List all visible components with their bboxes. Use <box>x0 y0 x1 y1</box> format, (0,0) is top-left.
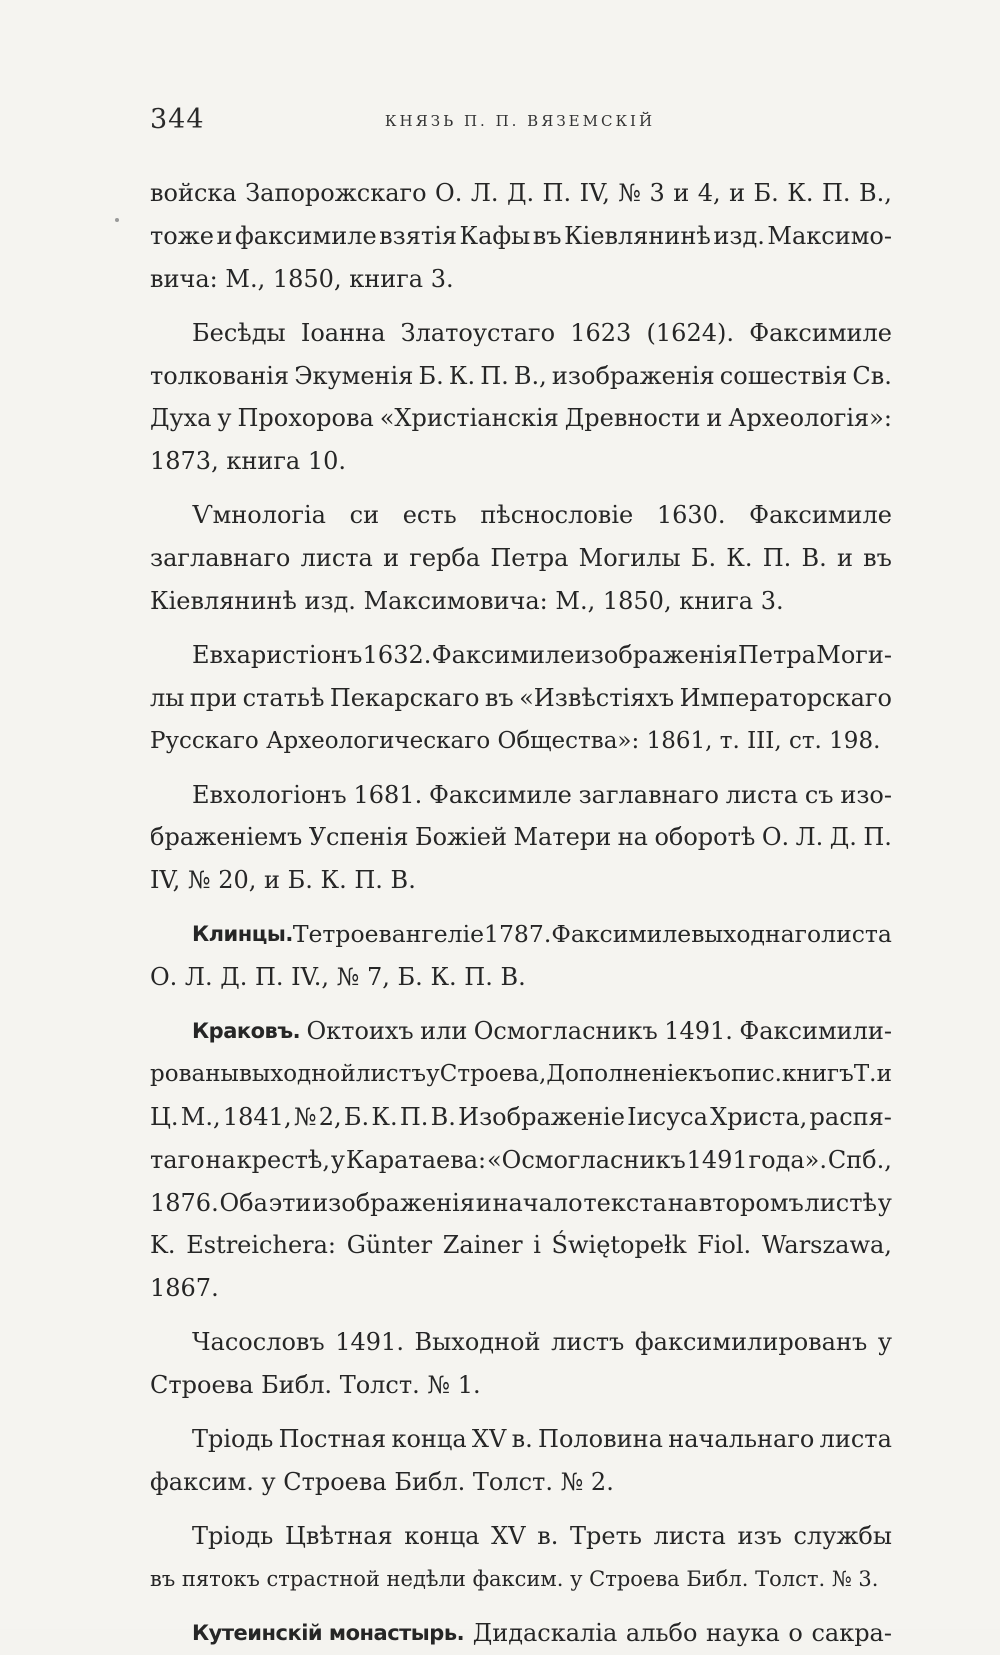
word: К. <box>371 1102 398 1131</box>
word: Л. <box>795 823 824 852</box>
word: Св. <box>852 361 892 390</box>
word: К. <box>726 544 753 573</box>
word: изображенія <box>574 640 738 669</box>
word: М., <box>180 1102 221 1131</box>
word: Факсимиле <box>749 318 892 347</box>
word: Тріодь <box>192 1425 274 1454</box>
word: у <box>877 1328 892 1357</box>
word: В., <box>858 179 892 207</box>
word: Духа <box>150 404 212 433</box>
text-line <box>150 580 892 623</box>
paragraph-gap <box>150 483 892 494</box>
word: герба <box>409 544 481 573</box>
place-heading: Краковъ. <box>192 1019 301 1044</box>
word: К. <box>448 361 476 390</box>
word: 1623 <box>570 318 632 347</box>
word: 1491. <box>335 1328 404 1357</box>
word: Факсимиле <box>749 501 892 530</box>
word: Прохорова <box>237 404 374 433</box>
word: XV <box>471 1425 507 1454</box>
word: или <box>420 1017 468 1046</box>
word: Златоустаго <box>400 318 556 347</box>
word: В. <box>430 1102 456 1131</box>
paragraph-gap <box>150 902 892 913</box>
word: i <box>533 1231 541 1260</box>
word: 1491. <box>664 1017 733 1046</box>
word: Христа, <box>710 1102 808 1131</box>
text-line <box>150 440 892 483</box>
word: листѣ <box>804 1188 877 1217</box>
word: 1787. <box>484 920 552 949</box>
text-line <box>150 634 892 677</box>
word: 1632. <box>362 640 432 669</box>
word: Факсимиле <box>431 640 575 669</box>
body-text <box>150 172 892 1655</box>
word: Пекарскаго <box>329 683 480 712</box>
word: сакра- <box>811 1618 892 1647</box>
word: Спб., <box>827 1145 892 1174</box>
text-line <box>150 1515 892 1558</box>
text-line <box>150 1612 892 1655</box>
paragraph-gap <box>150 301 892 312</box>
word: Б. <box>690 544 717 573</box>
word: Warszawa, <box>761 1231 892 1260</box>
word: в. <box>511 1425 533 1454</box>
word: и <box>836 544 853 573</box>
word: изд. <box>713 221 765 250</box>
word: Zainer <box>442 1231 523 1260</box>
word: войска <box>150 179 237 207</box>
word: Изображеніе <box>458 1102 625 1131</box>
word: Кіевлянинѣ <box>564 221 711 250</box>
word: Петра <box>490 544 569 573</box>
word: лы <box>150 683 185 712</box>
word: и <box>729 179 746 207</box>
word: и <box>876 1060 892 1087</box>
word: 1491 <box>686 1145 748 1174</box>
word: Świętopełk <box>551 1231 687 1260</box>
word: и <box>706 404 723 433</box>
word: и <box>216 221 233 250</box>
word: Дидаскаліа <box>472 1618 618 1647</box>
word: Моги- <box>816 640 892 669</box>
word: 1681. <box>353 780 423 809</box>
word: на <box>205 1145 236 1174</box>
word: второмъ <box>698 1188 804 1217</box>
word: заглавнаго <box>150 544 291 573</box>
word: Матери <box>513 823 612 852</box>
word: В. <box>801 544 827 573</box>
place-heading: Кутеинскій монастырь. <box>192 1620 465 1645</box>
line-text: 1867. <box>150 1274 219 1303</box>
word: Октоихъ <box>306 1017 414 1046</box>
word: Тріодь <box>192 1521 274 1550</box>
word: Строева, <box>439 1060 547 1087</box>
word: Максимо- <box>767 221 892 250</box>
word: выходнаго <box>691 920 822 949</box>
line-text: Русскаго Археологическаго Общества»: 1861, т. III, ст. 198. <box>150 727 881 754</box>
paragraph-gap <box>150 1407 892 1418</box>
word: Л. <box>470 179 499 207</box>
word: Günter <box>346 1231 433 1260</box>
word: Успенія <box>308 823 409 852</box>
word: взятія <box>379 221 458 250</box>
text-line <box>150 1053 892 1096</box>
word: Бесѣды <box>192 318 286 347</box>
word: Петра <box>737 640 816 669</box>
word: и <box>475 1188 492 1217</box>
word: выходной <box>238 1060 356 1087</box>
word: службы <box>793 1521 892 1550</box>
word: «Осмогласникъ <box>486 1145 686 1174</box>
paper-speck <box>115 218 119 222</box>
word: Цвѣтная <box>285 1521 393 1550</box>
word: изображенія <box>312 1188 475 1217</box>
text-line <box>150 397 892 440</box>
paragraph-gap <box>150 999 892 1010</box>
word: № <box>293 1102 317 1131</box>
word: о <box>788 1618 803 1647</box>
word: Дополненіе <box>546 1060 688 1087</box>
word: К. <box>787 179 814 207</box>
word: листа <box>821 920 892 949</box>
word: у <box>877 1188 892 1217</box>
page-header <box>150 104 890 144</box>
word: наука <box>706 1618 780 1647</box>
text-line <box>150 1418 892 1461</box>
word: Могилы <box>578 544 681 573</box>
word: въ <box>532 221 562 250</box>
text-line <box>150 355 892 398</box>
word: «Извѣстіяхъ <box>519 683 675 712</box>
word: в. <box>537 1521 559 1550</box>
word: Estreichera: <box>186 1231 337 1260</box>
word: съ <box>804 780 834 809</box>
word: альбо <box>625 1618 698 1647</box>
word: 1841, <box>222 1102 292 1131</box>
word: начальнаго <box>668 1425 815 1454</box>
word: у <box>217 404 232 433</box>
word: изъ <box>737 1521 782 1550</box>
line-text: О. Л. Д. П. IV., № 7, Б. К. П. В. <box>150 963 526 992</box>
word: листа <box>300 544 373 573</box>
word: 4, <box>697 179 721 207</box>
line-text: IV, № 20, и Б. К. П. В. <box>150 866 416 895</box>
word: листа <box>653 1521 726 1550</box>
word: Б. <box>418 361 444 390</box>
word: факсимилированъ <box>634 1328 868 1357</box>
text-line <box>150 1321 892 1364</box>
line-text: Кіевлянинѣ изд. Максимовича: М., 1850, книга 3. <box>150 587 784 616</box>
word: Евхаристіонъ <box>192 640 363 669</box>
word: П. <box>762 544 792 573</box>
word: Fiol. <box>697 1231 752 1260</box>
word: Іоанна <box>300 318 386 347</box>
word: Экуменія <box>294 361 414 390</box>
word: Половина <box>538 1425 663 1454</box>
word: Б. <box>343 1102 370 1131</box>
word: пѣснословіе <box>480 501 634 530</box>
word: у <box>330 1145 346 1174</box>
word: Древности <box>564 404 701 433</box>
word: K. <box>150 1231 176 1260</box>
word: опис. <box>717 1060 782 1087</box>
word: Евхологіонъ <box>192 780 347 809</box>
word: оборотѣ <box>654 823 756 852</box>
word: «Христіанскія <box>379 404 559 433</box>
word: толкованія <box>150 361 290 390</box>
word: IV, <box>579 179 610 207</box>
word: заглавнаго <box>578 780 719 809</box>
word: 1876. <box>150 1188 219 1217</box>
word: листъ <box>355 1060 427 1087</box>
word: Императорскаго <box>679 683 892 712</box>
word: Часословъ <box>192 1328 325 1357</box>
word: Выходной <box>414 1328 541 1357</box>
word: П. <box>821 179 851 207</box>
word: сошествія <box>719 361 848 390</box>
word: Археологія»: <box>728 404 892 433</box>
running-head: КНЯЗЬ П. П. ВЯЗЕМСКІЙ <box>384 112 656 130</box>
word: тоже <box>150 221 215 250</box>
text-line <box>150 1139 892 1182</box>
word: XV <box>491 1521 526 1550</box>
word: О. <box>761 823 790 852</box>
word: эти <box>268 1188 312 1217</box>
word: конца <box>404 1521 480 1550</box>
word: Ѵмнологіа <box>192 501 326 530</box>
paragraph-gap <box>150 1601 892 1612</box>
text-line <box>150 1224 892 1267</box>
word: статьѣ <box>242 683 325 712</box>
word: въ <box>484 683 514 712</box>
text-line <box>150 774 892 817</box>
word: распя- <box>809 1102 892 1131</box>
word: Ц. <box>150 1102 179 1131</box>
word: листа <box>725 780 799 809</box>
text-line <box>150 1182 892 1225</box>
word: въ <box>863 544 892 573</box>
paragraph-gap <box>150 1310 892 1321</box>
word: при <box>189 683 238 712</box>
word: Божіей <box>414 823 507 852</box>
word: Т. <box>853 1060 877 1087</box>
text-line <box>150 172 892 215</box>
text-line <box>150 1096 892 1139</box>
word: таго <box>150 1145 205 1174</box>
word: Кафы <box>459 221 531 250</box>
word: изо- <box>840 780 892 809</box>
word: Запорожскаго <box>245 179 427 207</box>
word: есть <box>402 501 457 530</box>
word: П. <box>399 1102 429 1131</box>
paragraph-gap <box>150 623 892 634</box>
paragraph-gap <box>150 763 892 774</box>
paragraph-gap <box>150 1504 892 1515</box>
word: 3 <box>649 179 665 207</box>
word: изображенія <box>551 361 715 390</box>
word: О. <box>435 179 463 207</box>
word: 2, <box>318 1102 342 1131</box>
word: Постная <box>278 1425 387 1454</box>
text-line <box>150 312 892 355</box>
word: браженіемъ <box>150 823 303 852</box>
text-line <box>150 720 892 763</box>
text-line <box>150 494 892 537</box>
text-line <box>150 956 892 999</box>
word: и <box>383 544 400 573</box>
word: П. <box>863 823 892 852</box>
word: у <box>426 1060 440 1087</box>
word: Каратаева: <box>345 1145 487 1174</box>
text-line <box>150 913 892 956</box>
word: Д. <box>829 823 857 852</box>
word: си <box>349 501 380 530</box>
word: рованы <box>150 1060 239 1087</box>
line-text: Строева Библ. Толст. № 1. <box>150 1371 481 1400</box>
page-number: 344 <box>150 104 205 135</box>
text-line <box>150 677 892 720</box>
word: факсимиле <box>235 221 377 250</box>
word: Б. <box>753 179 779 207</box>
place-heading: Клинцы. <box>192 922 293 947</box>
word: Оба <box>219 1188 268 1217</box>
text-line <box>150 1010 892 1053</box>
word: Тетроевангеліе <box>292 920 484 949</box>
text-line <box>150 816 892 859</box>
word: Треть <box>570 1521 642 1550</box>
word: начало <box>492 1188 583 1217</box>
word: П. <box>480 361 509 390</box>
word: листа <box>819 1425 892 1454</box>
line-text: 1873, книга 10. <box>150 447 347 476</box>
word: В., <box>513 361 547 390</box>
word: года». <box>748 1145 827 1174</box>
text-line <box>150 215 892 258</box>
word: листъ <box>551 1328 625 1357</box>
text-line <box>150 1461 892 1504</box>
word: Д. <box>506 179 535 207</box>
line-text: факсим. у Строева Библ. Толст. № 2. <box>150 1467 614 1496</box>
text-line <box>150 537 892 580</box>
word: П. <box>542 179 572 207</box>
word: Факсимиле <box>551 920 692 949</box>
word: (1624). <box>646 318 734 347</box>
word: Осмогласникъ <box>473 1017 658 1046</box>
text-line <box>150 1364 892 1407</box>
word: № <box>618 179 642 207</box>
word: Факсимили- <box>739 1017 892 1046</box>
word: книгъ <box>782 1060 854 1087</box>
text-line <box>150 859 892 902</box>
text-line <box>150 1558 892 1601</box>
word: Факсимиле <box>429 780 572 809</box>
text-line <box>150 258 892 301</box>
word: конца <box>391 1425 467 1454</box>
word: и <box>673 179 690 207</box>
word: 1630. <box>656 501 726 530</box>
word: на <box>617 823 648 852</box>
text-line <box>150 1267 892 1310</box>
word: къ <box>688 1060 718 1087</box>
line-text: вича: М., 1850, книга 3. <box>150 264 454 293</box>
line-text: въ пятокъ страстной недѣли факсим. у Строева Библ. Толст. № 3. <box>150 1566 879 1591</box>
word: на <box>667 1188 698 1217</box>
word: Іисуса <box>627 1102 708 1131</box>
word: текста <box>583 1188 667 1217</box>
word: крестѣ, <box>236 1145 331 1174</box>
